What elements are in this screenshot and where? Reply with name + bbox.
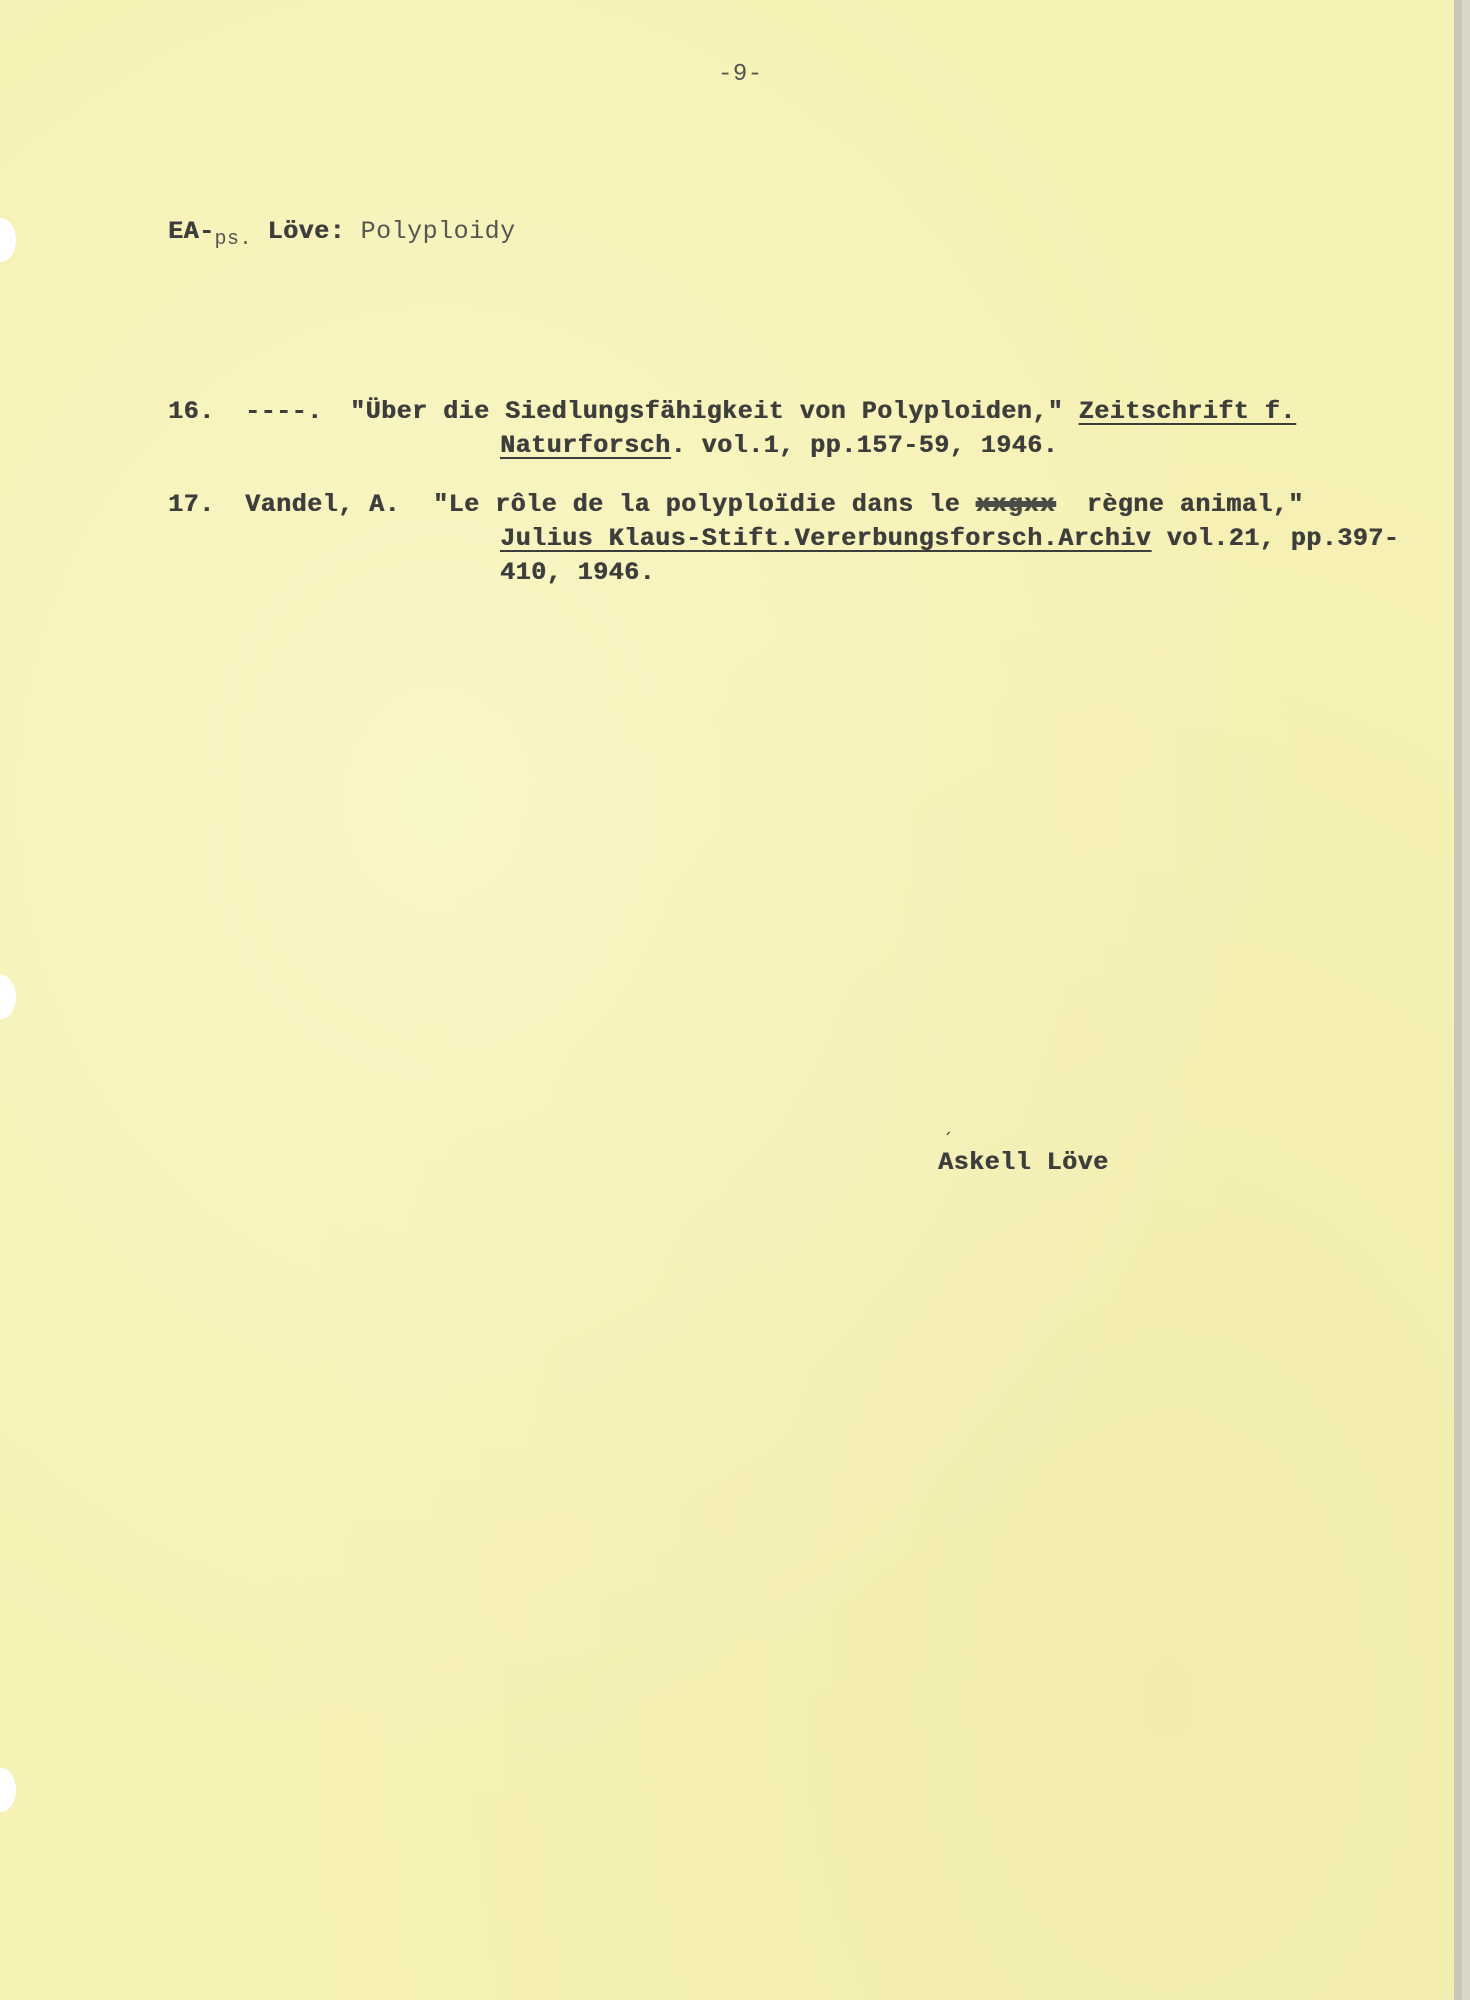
reference-17-journal-line	[500, 522, 1399, 556]
reference-16-title-line	[350, 395, 1296, 429]
reference-16-journal: Zeitschrift f.	[1078, 397, 1296, 426]
header-topic: Polyploidy	[360, 217, 516, 246]
reference-16-number: 16.	[168, 397, 215, 426]
header-line	[168, 215, 516, 251]
reference-17-struck-word: xxgxx	[975, 490, 1056, 519]
reference-16-details: . vol.1, pp.157-59, 1946.	[670, 431, 1059, 460]
punch-hole	[0, 218, 16, 262]
punch-hole	[0, 1768, 16, 1812]
signature-name: Askell Löve	[938, 1148, 1109, 1177]
reference-17-journal: Julius Klaus-Stift.Vererbungsforsch.Archiv	[500, 524, 1152, 553]
reference-17-title-line	[433, 488, 1304, 522]
reference-17-title-part2: règne animal,"	[1086, 490, 1304, 519]
reference-16-details-line	[500, 429, 1058, 463]
reference-17-details-cont: 410, 1946.	[500, 558, 656, 587]
reference-17-details: vol.21, pp.397-	[1151, 524, 1400, 553]
reference-16-journal-cont: Naturforsch	[500, 431, 671, 460]
reference-16-title: "Über die Siedlungsfähigkeit von Polyploiden,"	[350, 397, 1064, 426]
reference-17-title-part1: "Le rôle de la polyploïdie dans le	[433, 490, 961, 519]
reference-17-number: 17.	[168, 490, 215, 519]
header-prefix: EA-	[168, 217, 215, 246]
header-author: Löve:	[267, 217, 346, 246]
reference-17-author: Vandel, A.	[245, 490, 401, 519]
page-number: -9-	[718, 61, 763, 88]
header-initials: ps.	[214, 228, 253, 251]
accent-mark: ˊ	[943, 1130, 952, 1151]
punch-hole	[0, 975, 16, 1019]
page-edge	[1454, 0, 1462, 2000]
reference-16-author: ----.	[245, 397, 323, 426]
